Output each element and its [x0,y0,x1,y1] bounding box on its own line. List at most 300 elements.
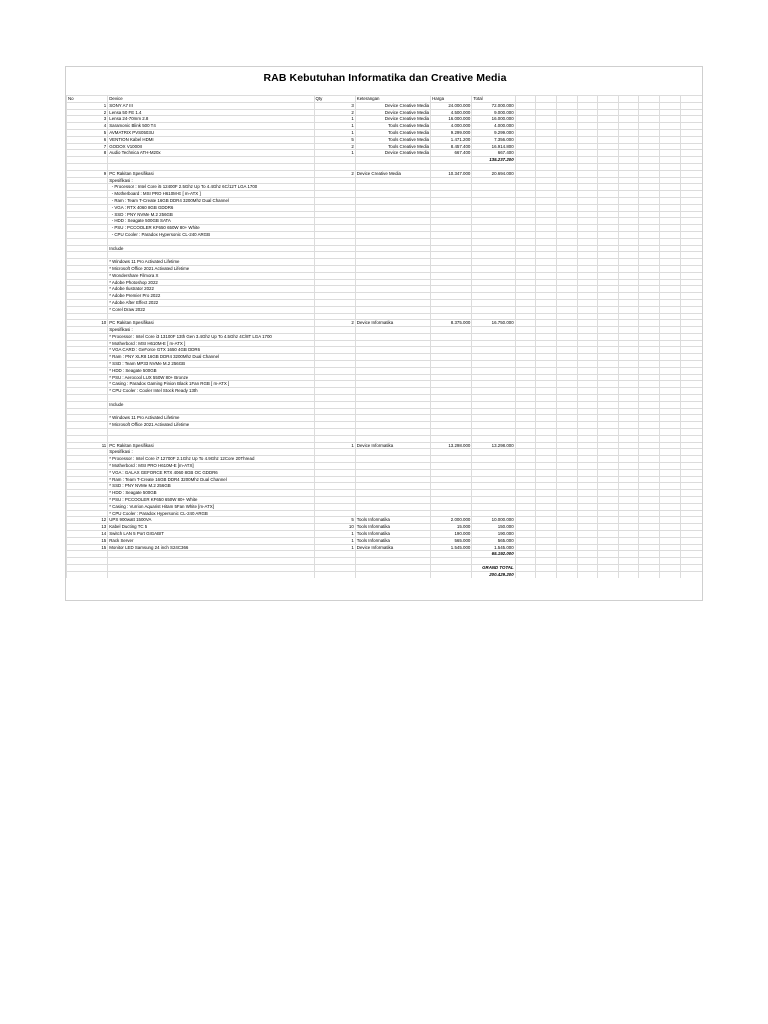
empty-cell [577,286,598,293]
cell-no [67,415,108,422]
empty-cell [536,558,557,565]
cell-no [67,218,108,225]
cell-no [67,429,108,436]
cell-no [67,401,108,408]
cell-harga: 1.545.000 [431,544,472,551]
empty-cell [680,279,703,286]
empty-cell [556,442,577,449]
cell-no [67,564,108,571]
empty-cell [639,272,660,279]
cell-keterangan [355,218,430,225]
empty-cell [556,381,577,388]
cell-total [472,252,515,259]
empty-cell [556,259,577,266]
cell-keterangan [355,299,430,306]
cell-qty [314,354,355,361]
empty-cell [639,191,660,198]
empty-cell [556,503,577,510]
empty-cell [577,361,598,368]
empty-cell [515,361,536,368]
cell-qty [314,313,355,320]
cell-harga [431,408,472,415]
cell-keterangan [355,564,430,571]
empty-cell [515,463,536,470]
cell-harga [431,435,472,442]
cell-device: * Adobe After Effect 2022 [108,299,314,306]
cell-device: - CPU Cooler : Paradox Hypersonic CL-240 ARGB [108,231,314,238]
cell-harga [431,163,472,170]
empty-cell [577,354,598,361]
empty-cell [680,388,703,395]
empty-cell [680,259,703,266]
cell-device: * Microsoft Office 2021 Activated Lifetime [108,265,314,272]
empty-cell [515,225,536,232]
cell-device: Lensa 50 FE 1.4 [108,109,314,116]
empty-cell [598,551,619,558]
empty-cell [536,293,557,300]
empty-cell [556,327,577,334]
cell-total: 150.000 [472,524,515,531]
cell-keterangan [355,238,430,245]
empty-cell [639,177,660,184]
budget-table [66,95,703,578]
empty-cell [536,551,557,558]
empty-cell [618,143,639,150]
empty-cell [618,483,639,490]
cell-device: Include [108,245,314,252]
cell-keterangan [355,503,430,510]
cell-harga: 24.000.000 [431,102,472,109]
empty-cell [556,476,577,483]
empty-cell [680,123,703,130]
table-row [67,503,704,510]
empty-cell [660,340,681,347]
cell-total [472,313,515,320]
empty-cell [680,544,703,551]
empty-cell [515,544,536,551]
cell-harga [431,204,472,211]
empty-cell [556,170,577,177]
table-row [67,218,704,225]
empty-cell [660,490,681,497]
empty-cell [536,517,557,524]
empty-cell [556,456,577,463]
empty-cell [680,299,703,306]
cell-no [67,374,108,381]
table-row [67,197,704,204]
cell-total [472,299,515,306]
empty-cell [536,313,557,320]
empty-cell [598,497,619,504]
cell-device [108,571,314,577]
cell-qty [314,490,355,497]
table-row [67,109,704,116]
table-row [67,333,704,340]
cell-device: VENTION Kabel HDMI [108,136,314,143]
cell-harga [431,374,472,381]
cell-keterangan [355,422,430,429]
empty-cell [639,150,660,157]
table-row [67,367,704,374]
cell-no [67,490,108,497]
cell-total: 20.694.000 [472,170,515,177]
table-row [67,435,704,442]
cell-total [472,204,515,211]
empty-cell [536,395,557,402]
empty-cell [577,252,598,259]
empty-cell [515,197,536,204]
table-row [67,102,704,109]
empty-cell [660,435,681,442]
cell-total: 135.237.200 [472,157,515,164]
empty-cell [618,286,639,293]
cell-keterangan [355,571,430,577]
empty-cell [660,537,681,544]
cell-device: * Motherbord : MSI PRO H610M-E [m-ATX] [108,463,314,470]
empty-cell [660,524,681,531]
cell-qty [314,184,355,191]
empty-cell [556,252,577,259]
empty-cell [680,313,703,320]
cell-total [472,429,515,436]
cell-total [472,354,515,361]
empty-cell [598,286,619,293]
empty-cell [618,116,639,123]
empty-cell [639,483,660,490]
empty-cell [577,204,598,211]
empty-cell [515,272,536,279]
cell-qty [314,408,355,415]
empty-cell [515,245,536,252]
empty-cell [680,422,703,429]
cell-device: * Processor : Intel Core i3 13100F 13th Gen 3.4Ghz Up To 4.5Ghz 4C/8T LGA 1700 [108,333,314,340]
empty-cell [680,395,703,402]
empty-cell [660,408,681,415]
cell-qty: 1 [314,531,355,538]
empty-cell [680,333,703,340]
empty-cell [577,367,598,374]
empty-cell [515,510,536,517]
cell-device [108,395,314,402]
empty-cell [536,422,557,429]
empty-cell [556,551,577,558]
cell-total: 16.000.000 [472,116,515,123]
cell-harga [431,177,472,184]
empty-cell [577,429,598,436]
empty-cell [556,367,577,374]
empty-cell [536,367,557,374]
empty-cell [556,558,577,565]
empty-cell [598,374,619,381]
empty-cell [660,191,681,198]
cell-device: GODOX V1000II [108,143,314,150]
cell-keterangan: Tools Creative Media [355,123,430,130]
empty-cell [556,293,577,300]
cell-keterangan [355,272,430,279]
cell-total: 200.429.200 [472,571,515,577]
empty-cell [680,347,703,354]
empty-cell [556,102,577,109]
cell-total: 4.000.000 [472,123,515,130]
empty-cell [660,204,681,211]
empty-cell [577,320,598,327]
empty-cell [598,306,619,313]
empty-cell [515,401,536,408]
empty-cell [556,429,577,436]
empty-cell [598,503,619,510]
empty-cell [680,476,703,483]
empty-cell [660,401,681,408]
empty-cell [660,272,681,279]
empty-cell [618,558,639,565]
empty-cell [536,109,557,116]
header-row [67,96,704,103]
empty-cell [680,129,703,136]
table-row [67,442,704,449]
empty-cell [660,286,681,293]
cell-device: AVMATRIX PVS0503U [108,129,314,136]
cell-no [67,422,108,429]
empty-cell [618,102,639,109]
empty-cell [556,211,577,218]
cell-device: * Corel Draw 2022 [108,306,314,313]
cell-total [472,184,515,191]
table-row [67,184,704,191]
cell-no [67,157,108,164]
cell-total [472,265,515,272]
empty-cell [536,286,557,293]
empty-cell [515,320,536,327]
empty-cell [660,347,681,354]
cell-keterangan [355,551,430,558]
cell-total [472,401,515,408]
empty-cell [660,327,681,334]
cell-total [472,293,515,300]
cell-qty [314,197,355,204]
empty-cell [577,238,598,245]
cell-qty [314,395,355,402]
empty-cell [577,476,598,483]
empty-cell [515,395,536,402]
cell-total [472,231,515,238]
cell-device: Spesifikasi : [108,177,314,184]
empty-cell [639,184,660,191]
empty-cell [660,225,681,232]
cell-keterangan [355,177,430,184]
table-row [67,191,704,198]
cell-no [67,354,108,361]
cell-no [67,435,108,442]
empty-cell [618,136,639,143]
table-row [67,286,704,293]
empty-cell [618,306,639,313]
cell-device: * Microsoft Office 2021 Activated Lifetime [108,422,314,429]
cell-total [472,395,515,402]
cell-no [67,463,108,470]
cell-harga [431,306,472,313]
empty-cell [536,544,557,551]
empty-cell [515,524,536,531]
empty-cell [639,245,660,252]
cell-keterangan [355,395,430,402]
empty-cell [536,136,557,143]
cell-harga: 10.347.000 [431,170,472,177]
empty-cell [577,531,598,538]
empty-cell [515,442,536,449]
empty-cell [639,361,660,368]
empty-cell [556,129,577,136]
empty-cell [639,551,660,558]
empty-cell [660,544,681,551]
cell-device: - Motherboard : MSI PRO H610M-E [ m-ATX ] [108,191,314,198]
empty-cell [639,116,660,123]
empty-cell [556,449,577,456]
empty-cell [536,503,557,510]
empty-cell [577,211,598,218]
empty-cell [515,279,536,286]
cell-no [67,191,108,198]
cell-qty [314,401,355,408]
table-row [67,231,704,238]
cell-device: * Casing : Paradox Gaming Pinion Black 1Fan RGB [ m-ATX ] [108,381,314,388]
cell-total [472,503,515,510]
cell-keterangan [355,340,430,347]
cell-keterangan [355,279,430,286]
empty-cell [515,252,536,259]
cell-qty [314,469,355,476]
empty-cell [598,490,619,497]
empty-cell [618,374,639,381]
empty-cell [618,150,639,157]
cell-harga [431,449,472,456]
cell-harga [431,252,472,259]
empty-cell [556,123,577,130]
empty-cell [598,333,619,340]
empty-cell [618,170,639,177]
empty-cell [639,531,660,538]
cell-device: * Adobe Photoshop 2022 [108,279,314,286]
empty-cell [577,143,598,150]
cell-harga [431,333,472,340]
empty-cell [515,483,536,490]
empty-cell [660,476,681,483]
empty-cell [577,259,598,266]
cell-total [472,510,515,517]
empty-cell [536,225,557,232]
empty-cell [556,286,577,293]
empty-cell [556,571,577,577]
cell-no [67,347,108,354]
empty-cell [660,231,681,238]
cell-qty [314,415,355,422]
cell-total [472,435,515,442]
empty-cell [680,109,703,116]
empty-cell [618,429,639,436]
empty-cell [556,218,577,225]
empty-cell [660,558,681,565]
cell-total: 9.299.000 [472,129,515,136]
empty-cell [598,238,619,245]
empty-cell [660,150,681,157]
empty-cell [598,197,619,204]
cell-keterangan [355,469,430,476]
empty-cell [577,469,598,476]
empty-cell [618,510,639,517]
empty-cell [639,503,660,510]
cell-no [67,510,108,517]
empty-cell [598,184,619,191]
empty-cell [618,367,639,374]
empty-cell [536,463,557,470]
cell-total [472,347,515,354]
empty-cell [618,340,639,347]
empty-cell [577,272,598,279]
empty-cell [577,388,598,395]
empty-cell [639,347,660,354]
empty-cell [618,157,639,164]
table-row [67,136,704,143]
empty-cell [515,422,536,429]
cell-total [472,476,515,483]
table-row [67,129,704,136]
empty-cell [577,401,598,408]
cell-qty [314,456,355,463]
cell-device [108,163,314,170]
empty-cell [639,558,660,565]
cell-no: 4 [67,123,108,130]
empty-cell [515,333,536,340]
cell-device: Kabel Ducting TC 5 [108,524,314,531]
cell-qty [314,551,355,558]
table-row [67,225,704,232]
empty-cell [536,374,557,381]
empty-cell [618,469,639,476]
empty-cell [639,204,660,211]
table-row [67,252,704,259]
cell-qty: 3 [314,102,355,109]
empty-cell [577,116,598,123]
empty-cell [639,129,660,136]
empty-cell [660,177,681,184]
empty-cell [618,177,639,184]
cell-qty [314,422,355,429]
cell-harga: 1.471.200 [431,136,472,143]
empty-cell [660,252,681,259]
empty-cell [515,503,536,510]
empty-cell [680,177,703,184]
cell-harga [431,483,472,490]
cell-keterangan [355,313,430,320]
empty-cell [536,231,557,238]
empty-cell [536,177,557,184]
empty-cell [598,279,619,286]
empty-cell [515,435,536,442]
table-row [67,170,704,177]
empty-cell [598,422,619,429]
cell-device: * VGA CARD : GeForce GTX 1650 4GB DDR6 [108,347,314,354]
empty-cell [515,231,536,238]
cell-harga: 2.000.000 [431,517,472,524]
cell-harga [431,197,472,204]
empty-cell [660,293,681,300]
cell-total [472,490,515,497]
empty-cell [598,225,619,232]
empty-cell [639,157,660,164]
empty-cell [536,123,557,130]
empty-cell [536,211,557,218]
cell-no: 11 [67,442,108,449]
table-row [67,564,704,571]
